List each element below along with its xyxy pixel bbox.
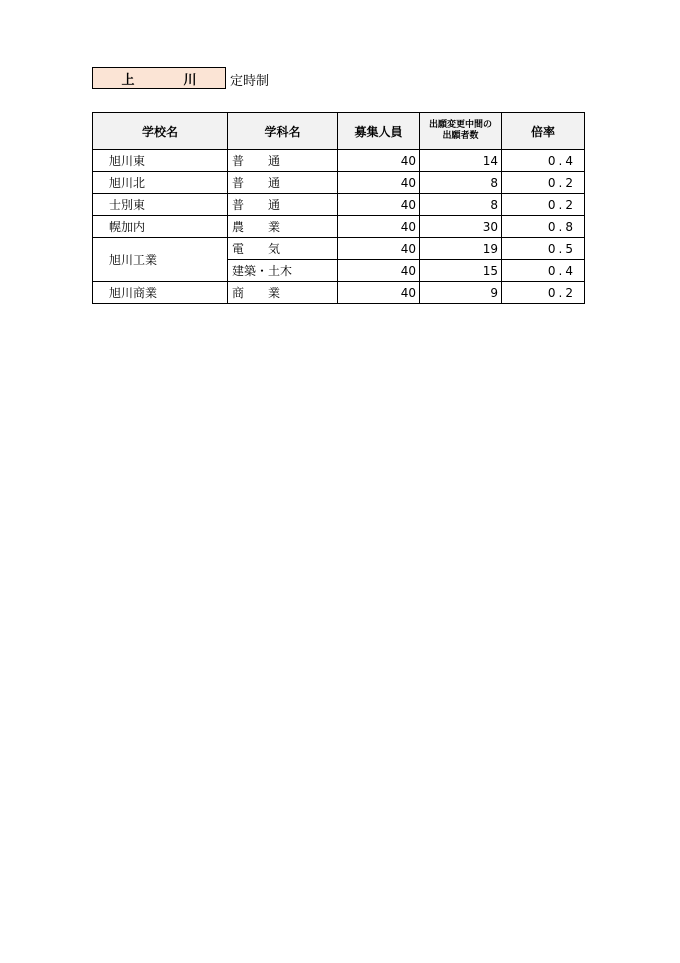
school-cell: 旭川北 bbox=[93, 172, 228, 194]
school-cell: 旭川商業 bbox=[93, 282, 228, 304]
applicants-cell: 30 bbox=[420, 216, 502, 238]
header-school: 学校名 bbox=[93, 113, 228, 150]
department-cell: 農 業 bbox=[228, 216, 338, 238]
applicants-table bbox=[92, 112, 585, 304]
department-cell: 建築・土木 bbox=[228, 260, 338, 282]
applicants-cell: 14 bbox=[420, 150, 502, 172]
school-cell: 旭川工業 bbox=[93, 238, 228, 282]
applicants-cell: 15 bbox=[420, 260, 502, 282]
table-row bbox=[93, 194, 585, 216]
table-row bbox=[93, 172, 585, 194]
school-cell: 旭川東 bbox=[93, 150, 228, 172]
capacity-cell: 40 bbox=[338, 238, 420, 260]
ratio-cell: 0.5 bbox=[502, 238, 585, 260]
department-cell: 電 気 bbox=[228, 238, 338, 260]
table-row bbox=[93, 238, 585, 260]
ratio-cell: 0.4 bbox=[502, 260, 585, 282]
school-cell: 士別東 bbox=[93, 194, 228, 216]
ratio-cell: 0.4 bbox=[502, 150, 585, 172]
header-department: 学科名 bbox=[228, 113, 338, 150]
department-cell: 普 通 bbox=[228, 150, 338, 172]
header-applicants bbox=[420, 113, 502, 150]
table-row bbox=[93, 150, 585, 172]
ratio-cell: 0.2 bbox=[502, 172, 585, 194]
header-applicants-line1: 出願変更中間の bbox=[428, 120, 492, 130]
applicants-cell: 9 bbox=[420, 282, 502, 304]
header-capacity: 募集人員 bbox=[338, 113, 420, 150]
applicants-cell: 8 bbox=[420, 172, 502, 194]
capacity-cell: 40 bbox=[338, 260, 420, 282]
table-row bbox=[93, 216, 585, 238]
applicants-cell: 19 bbox=[420, 238, 502, 260]
ratio-cell: 0.2 bbox=[502, 194, 585, 216]
header-applicants-line2: 出願者数 bbox=[442, 131, 479, 141]
department-cell: 普 通 bbox=[228, 172, 338, 194]
table-row bbox=[93, 282, 585, 304]
capacity-cell: 40 bbox=[338, 172, 420, 194]
department-cell: 普 通 bbox=[228, 194, 338, 216]
school-cell: 幌加内 bbox=[93, 216, 228, 238]
capacity-cell: 40 bbox=[338, 282, 420, 304]
table-header-row bbox=[93, 113, 585, 150]
ratio-cell: 0.2 bbox=[502, 282, 585, 304]
capacity-cell: 40 bbox=[338, 216, 420, 238]
session-label: 定時制 bbox=[230, 74, 270, 89]
capacity-cell: 40 bbox=[338, 194, 420, 216]
department-cell: 商 業 bbox=[228, 282, 338, 304]
applicants-cell: 8 bbox=[420, 194, 502, 216]
header-ratio: 倍率 bbox=[502, 113, 585, 150]
capacity-cell: 40 bbox=[338, 150, 420, 172]
ratio-cell: 0.8 bbox=[502, 216, 585, 238]
region-label: 上 川 bbox=[92, 67, 226, 89]
